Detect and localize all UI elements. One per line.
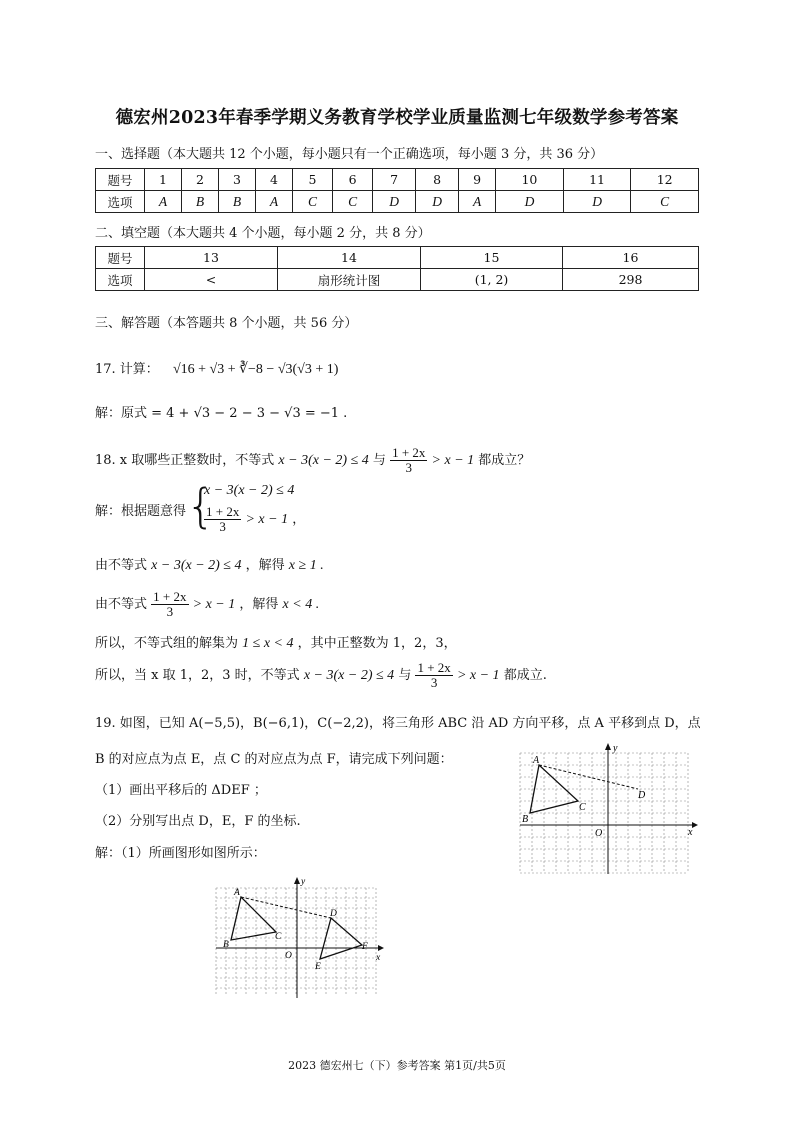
answer-cell: C [293,191,333,213]
table-row [96,269,699,291]
answer-cell: D [496,191,564,213]
fraction-denominator: 3 [405,460,412,475]
y-axis-arrow [294,877,300,884]
question-coordinate-grid [512,742,698,878]
text: 与 [398,668,412,683]
row-label: 题号 [96,169,145,191]
section3-heading: 三、解答题（本答题共 8 个小题，共 56 分） [95,316,358,331]
q19-line1: 19. 如图，已知 A(−5,5)，B(−6,1)，C(−2,2)，将三角形 ABC 沿 AD 方向平移，点 A 平移到点 D，点 [95,716,701,731]
question-number: 10 [496,169,564,191]
table-row [96,247,699,269]
question-number: 5 [293,169,333,191]
origin-label: O [595,828,603,839]
text: 由不等式 [95,597,148,612]
answer-cell: B [219,191,256,213]
text: 由不等式 [95,558,148,573]
q19-part1: （1）画出平移后的 ΔDEF ； [95,783,267,798]
question-number: 13 [145,247,278,269]
x-axis-label: x [376,953,381,963]
question-number: 1 [145,169,182,191]
q19-solution: 解：（1）所画图形如图所示： [95,846,266,861]
question-number: 7 [373,169,416,191]
fraction-denominator: 3 [219,519,226,534]
q18-line3 [95,632,457,652]
answer-cell: B [182,191,219,213]
question-number: 12 [631,169,699,191]
row-label: 选项 [96,269,145,291]
answer-cell: D [416,191,459,213]
point-label-a: A [533,755,540,766]
result: x < 4 . [282,597,320,612]
question-number: 11 [563,169,631,191]
y-axis-label: y [613,743,618,754]
system-fraction [204,505,241,534]
fraction [415,661,452,690]
q18-line2 [95,590,319,619]
answer-cell: C [631,191,699,213]
q17-solution: 解：原式 = 4 + √3 − 2 − 3 − √3 = −1 . [95,406,348,421]
point-label-c: C [579,802,586,813]
answer-cell: A [459,191,496,213]
ineq: x − 3(x − 2) ≤ 4 [303,668,395,683]
page-title: 德宏州2023年春季学期义务教育学校学业质量监测七年级数学参考答案 [115,108,679,128]
section2-heading: 二、填空题（本大题共 4 个小题，每小题 2 分，共 8 分） [95,226,431,241]
system-ineq1: x − 3(x − 2) ≤ 4 [204,483,295,498]
system-ineq2-rest: > x − 1 [245,512,289,527]
point-label-e: E [315,962,321,972]
point-label-a: A [234,888,240,898]
point-label-b: B [522,814,529,825]
x-axis-arrow [692,822,698,828]
question-number: 16 [563,247,699,269]
system-ineq2 [204,505,305,534]
q18-fraction [390,446,427,475]
point-label-f: F [362,942,368,952]
x-axis-arrow [378,945,384,951]
q19-line2: B 的对应点为点 E，点 C 的对应点为点 F，请完成下列问题： [95,752,453,767]
q18-ineq2-rest: > x − 1 [431,453,475,468]
q18-prompt-b: 都成立？ [478,453,531,468]
question-number: 3 [219,169,256,191]
triangle-abc [231,897,276,940]
q18-mid: 与 [372,453,386,468]
fraction-denominator: 3 [430,675,438,690]
result: x ≥ 1 . [288,558,324,573]
q18-prompt [95,446,530,475]
text: ，解得 [239,597,279,612]
grid-lines [216,888,376,996]
ineq-rest: > x − 1 [192,597,236,612]
answer-cell: 扇形统计图 [278,269,421,291]
q18-line1 [95,554,324,574]
row-label: 题号 [96,247,145,269]
row-label: 选项 [96,191,145,213]
point-label-b: B [223,940,229,950]
question-number: 14 [278,247,421,269]
fraction [151,590,188,619]
text: ，解得 [245,558,285,573]
fraction-numerator: 1 + 2x [206,504,240,519]
origin-label: O [285,951,292,961]
answer-cell: 298 [563,269,699,291]
ineq: x − 3(x − 2) ≤ 4 [151,558,242,573]
table-row [96,169,699,191]
question-number: 15 [421,247,563,269]
page-footer: 2023 德宏州七（下）参考答案 第1页/共5页 [288,1059,506,1072]
answer-cell: D [563,191,631,213]
q17-expression: √16 + √3 + ∛−8 − √3(√3 + 1) [172,362,339,377]
fill-answer-table [95,246,699,291]
y-axis-arrow [605,743,611,750]
ineq-rest: > x − 1 [456,668,500,683]
fraction-numerator: 1 + 2x [153,589,187,604]
q18-line4 [95,661,547,690]
text: 所以，不等式组的解集为 [95,636,239,651]
fraction-numerator: 1 + 2x [417,660,451,675]
table-row [96,191,699,213]
system-tail: ， [292,512,306,527]
answer-cell: D [373,191,416,213]
text: 都成立. [503,668,547,683]
section1-heading: 一、选择题（本大题共 12 个小题，每小题只有一个正确选项，每小题 3 分，共 36 分） [95,147,604,162]
y-axis-label: y [301,877,306,887]
range: 1 ≤ x < 4 [242,636,294,651]
point-label-d: D [638,790,646,801]
question-number: 4 [256,169,293,191]
q17-prompt [95,358,338,378]
q17-label: 17. 计算： [95,362,159,377]
text: ，其中正整数为 1，2，3， [297,636,457,651]
point-label-d: D [330,909,337,919]
answer-cell: < [145,269,278,291]
fraction-numerator: 1 + 2x [392,445,426,460]
question-number: 6 [333,169,373,191]
answer-coordinate-grid [210,876,386,1000]
text: 所以，当 x 取 1，2，3 时，不等式 [95,668,300,683]
fraction-denominator: 3 [166,604,174,619]
answer-cell: C [333,191,373,213]
q19-part2: （2）分别写出点 D，E，F 的坐标. [95,814,301,829]
point-label-c: C [275,932,282,942]
q18-ineq1: x − 3(x − 2) ≤ 4 [278,453,369,468]
x-axis-label: x [688,827,693,838]
answer-cell: A [145,191,182,213]
answer-cell: A [256,191,293,213]
answer-cell: (1, 2) [421,269,563,291]
question-number: 9 [459,169,496,191]
q18-prompt-a: 18. x 取哪些正整数时，不等式 [95,453,275,468]
choice-answer-table [95,168,699,213]
question-number: 8 [416,169,459,191]
question-number: 2 [182,169,219,191]
system-brace: { [186,479,216,533]
q18-sol-lead: 解：根据题意得 [95,504,187,519]
